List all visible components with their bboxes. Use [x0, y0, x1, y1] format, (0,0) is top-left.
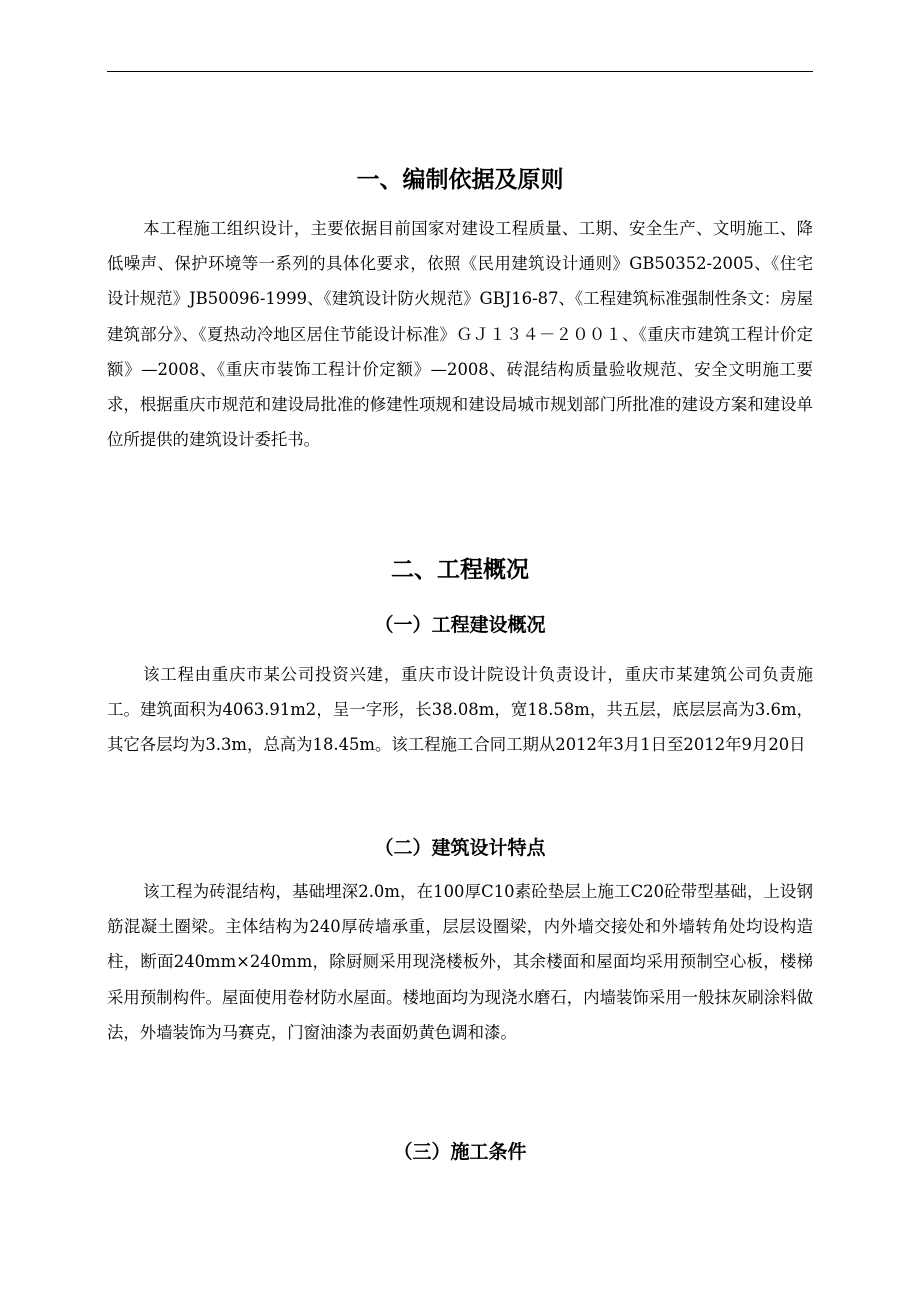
subsection-1-paragraph: 该工程由重庆市某公司投资兴建，重庆市设计院设计负责设计，重庆市某建筑公司负责施工。建筑面积为4063.91m2，呈一字形，长38.08m，宽18.58m，共五层，底层层高为3.6m，其它各层均为3.3m，总高为18.45m。该工程施工合同工期从2012年3月1日至2012年9月20日	[107, 665, 813, 755]
header-rule	[107, 71, 813, 72]
subsection-3-heading: （三）施工条件	[393, 1141, 527, 1163]
section-1-heading: 一、编制依据及原则	[356, 167, 564, 193]
subsection-1-heading: （一）工程建设概况	[374, 614, 546, 636]
section-2-heading: 二、工程概况	[391, 557, 529, 583]
subsection-2-heading: （二）建筑设计特点	[374, 837, 546, 859]
subsection-2-paragraph: 该工程为砖混结构，基础埋深2.0m，在100厚C10素砼垫层上施工C20砼带型基础，上设钢筋混凝土圈梁。主体结构为240厚砖墙承重，层层设圈梁，内外墙交接处和外墙转角处均设构造柱，断面240mm×240mm，除厨厕采用现浇楼板外，其余楼面和屋面均采用预制空心板，楼梯采用预制构件。屋面使用卷材防水屋面。楼地面均为现浇水磨石，内墙装饰采用一般抹灰刷涂料做法，外墙装饰为马赛克，门窗油漆为表面奶黄色调和漆。	[107, 882, 813, 1042]
section-1-paragraph: 本工程施工组织设计，主要依据目前国家对建设工程质量、工期、安全生产、文明施工、降低噪声、保护环境等一系列的具体化要求，依照《民用建筑设计通则》GB50352-2005、《住宅设计规范》JB50096-1999、《建筑设计防火规范》GBJ16-87、《工程建筑标准强制性条文：房屋建筑部分》、《夏热动冷地区居住节能设计标准》ＧＪ１３４－２００１、《重庆市建筑工程计价定额》—2008、《重庆市装饰工程计价定额》—2008、砖混结构质量验收规范、安全文明施工要求，根据重庆市规范和建设局批准的修建性项规和建设局城市规划部门所批准的建设方案和建设单位所提供的建筑设计委托书。	[107, 219, 813, 450]
